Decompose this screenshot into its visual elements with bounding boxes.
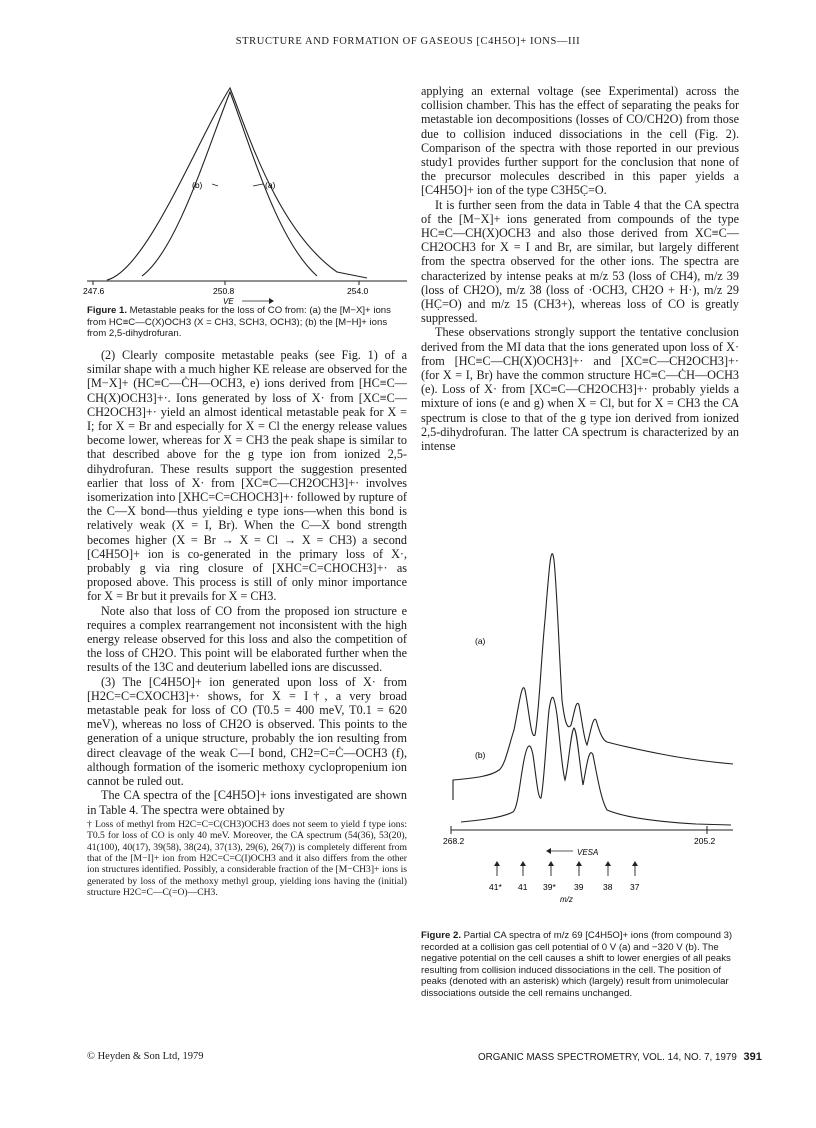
figure-2-peak-label-4: 39 xyxy=(574,882,584,892)
left-column xyxy=(87,348,407,899)
figure-1-caption-text: Metastable peaks for the loss of CO from: (a) the [M−X]+ ions from HC≡C—C(X)OCH3 (X = CH3, SCH3, OCH3); (b) the [M−H]+ ions from 2,5-dihydrofuran. xyxy=(87,305,391,340)
figure-1-tick-label-left: 247.6 xyxy=(83,286,105,296)
figure-1-label-b: (b) xyxy=(192,180,203,190)
figure-1 xyxy=(83,80,407,320)
figure-1-label-a: (a) xyxy=(265,180,276,190)
figure-2-arrow-label: VESA xyxy=(577,848,599,857)
figure-2-spectrum-b xyxy=(461,697,731,825)
figure-2-peak-label-3: 39* xyxy=(543,882,556,892)
figure-1-caption xyxy=(87,305,407,340)
page-number: 391 xyxy=(743,1051,762,1063)
right-paragraph-3: These observations strongly support the tentative conclusion derived from the MI data that the ions generated upon loss of X· from [HC≡C—CH(X)OCH3]+· and [XC≡C—CH2OCH3]+· (for X = I, Br) have the common structure HC≡C—ĊH—OCH3 (e). Loss of X· from [XC≡C—CH2OCH3]+· probably yields a mixture of ions (e and g) when X = Cl, but for X = CH3 the CA spectrum is close to that of the g type ion derived from ionized 2,5-dihydrofuran. The latter CA spectrum is characterized by an intense xyxy=(421,325,739,454)
figure-2-peak-label-1: 41* xyxy=(489,882,502,892)
left-paragraph-2: Note also that loss of CO from the proposed ion structure e requires a complex rearrangement not inconsistent with the high energy release observed for this loss and also the competition of the loss of CH2O. This point will be elaborated further when the results of the 13C and deuterium labelled ions are discussed. xyxy=(87,603,407,675)
figure-2-spectrum-a xyxy=(453,554,733,800)
figure-2-peak-label-6: 37 xyxy=(630,882,640,892)
figure-1-caption-label: Figure 1. xyxy=(87,305,127,316)
figure-1-plot xyxy=(83,80,407,320)
figure-2-caption-text: Partial CA spectra of m/z 69 [C4H5O]+ ions (from compound 3) recorded at a collision gas cell potential of 0 V (a) and −320 V (b). The negative potential on the cell causes a shift to lower energies of all peaks resulting from collision induced dissociations in the cell. The position of peaks (denoted with an asterisk) which (largely) result from unimolecular dissociations outside the cell remains unchanged. xyxy=(421,930,733,999)
figure-2-label-a: (a) xyxy=(475,636,486,646)
figure-2-tick-label-right: 205.2 xyxy=(694,836,716,846)
figure-1-curve-b xyxy=(142,92,317,276)
figure-2-peak-markers xyxy=(421,830,739,930)
left-paragraph-3: (3) The [C4H5O]+ ion generated upon loss of X· from [H2C=C=CXOCH3]+· shows, for X = I†, a very broad metastable peak for loss of CO (T0.5 = 400 meV, T0.1 = 620 meV), whereas no loss of CH2O is observed. This points to the generation of a unique structure, probably the ion resulting from direct cleavage of the weak C—I bond, CH2=C=Ċ—OCH3 (f), although formation of the isomeric methoxy cyclopropenium ion cannot be ruled out. xyxy=(87,674,407,789)
figure-2-peak-label-2: 41 xyxy=(518,882,528,892)
footer-copyright: © Heyden & Son Ltd, 1979 xyxy=(87,1051,204,1062)
right-paragraph-2: It is further seen from the data in Table 4 that the CA spectra of the [M−X]+ ions generated from compounds of the type HC≡C—CH(X)OCH3 and also those derived from XC≡C—CH2OCH3 for X = I and Br, are similar, but largely different from the spectra observed for the other ions. The spectra are characterized by intense peaks at m/z 53 (loss of CH4), m/z 39 (loss of CH2O), m/z 38 (loss of ·OCH3, CH2O + H·), m/z 29 (HC̣=O) and m/z 15 (CH3+), whereas loss of CO is greatly suppressed. xyxy=(421,197,739,326)
left-paragraph-1: (2) Clearly composite metastable peaks (see Fig. 1) of a similar shape with a much higher KE release are observed for the [M−X]+ (HC≡C—ĊH—OCH3, e) ions derived from [HC≡C—CH(X)OCH3]+·. Ions generated by loss of X· from [XC≡C—CH2OCH3]+· yield an almost identical metastable peak for X = I; for X = Br and especially for X = Cl the energy release values become lower, whereas for X = CH3 the peak shape is similar to that described above for the g type ion from ionized 2,5-dihydrofuran. These results support the suggestion presented earlier that loss of X· from [XC≡C—CH2OCH3]+· involves isomerization into [XHC=C=CHOCH3]+· followed by rupture of the C—X bond—thus yielding e type ions—when this bond is relatively weak (X = I, Br). When the C—X bond strength becomes higher (X = Br → X = Cl → X = CH3) a second [C4H5O]+ ion is co-generated in the primary loss of X·, probably g via ring closure of [XHC=C=CHOCH3]+· as proposed above. This process is still of only minor importance for X = Br but it prevails for X = CH3. xyxy=(87,348,407,604)
figure-2-peak-label-5: 38 xyxy=(603,882,613,892)
figure-2-label-b: (b) xyxy=(475,750,486,760)
running-header: STRUCTURE AND FORMATION OF GASEOUS [C4H5O]+ IONS—III xyxy=(235,36,581,47)
figure-1-curve-a xyxy=(107,88,367,280)
figure-1-tick-label-mid: 250.8 xyxy=(213,286,235,296)
footer-journal xyxy=(478,1051,762,1063)
figure-2-caption-label: Figure 2. xyxy=(421,930,461,941)
figure-2-peak-arrows xyxy=(497,864,635,876)
left-paragraph-4: The CA spectra of the [C4H5O]+ ions investigated are shown in Table 4. The spectra were obtained by xyxy=(87,788,407,817)
figure-1-tick-label-right: 254.0 xyxy=(347,286,369,296)
figure-2-tick-label-left: 268.2 xyxy=(443,836,465,846)
figure-2-axis-unit: m/z xyxy=(560,895,573,904)
figure-2-plot xyxy=(421,530,739,850)
right-paragraph-1: applying an external voltage (see Experimental) across the collision chamber. This has the effect of separating the peaks for metastable ion decompositions (losses of CO/CH2O) from those due to collision induced dissociations in the cell (Fig. 2). Comparison of the spectra with those reported in our previous study1 provides further support for the conclusion that none of the precursor molecules described in this paper yields a [C4H5O]+ ion of the type C3H5C̣=O. xyxy=(421,84,739,198)
figure-2 xyxy=(421,530,739,904)
footer-journal-title: ORGANIC MASS SPECTROMETRY, VOL. 14, NO. 7, 1979 xyxy=(478,1052,737,1063)
figure-1-axis-unit: VE xyxy=(223,297,234,306)
right-column xyxy=(421,84,739,453)
footnote: † Loss of methyl from H2C=C=C(CH3)OCH3 does not seem to yield f type ions: T0.5 for loss of CO is only 40 meV. Moreover, the CA spectrum (54(36), 53(20), 41(100), 40(17), 39(58), 38(24), 37(13), 29(6), 26(7)) is completely different from that of the [M−I]+ ion from H2C=C=C(I)OCH3 and it also differs from the other ion structures identified. Possibly, a considerable fraction of the [M−CH3]+ ions is generated by loss of the methoxy methyl group, yielding ions having the (initial) structure H2C=C—C(=O)—CH3. xyxy=(87,818,407,899)
figure-2-caption xyxy=(421,930,739,1000)
